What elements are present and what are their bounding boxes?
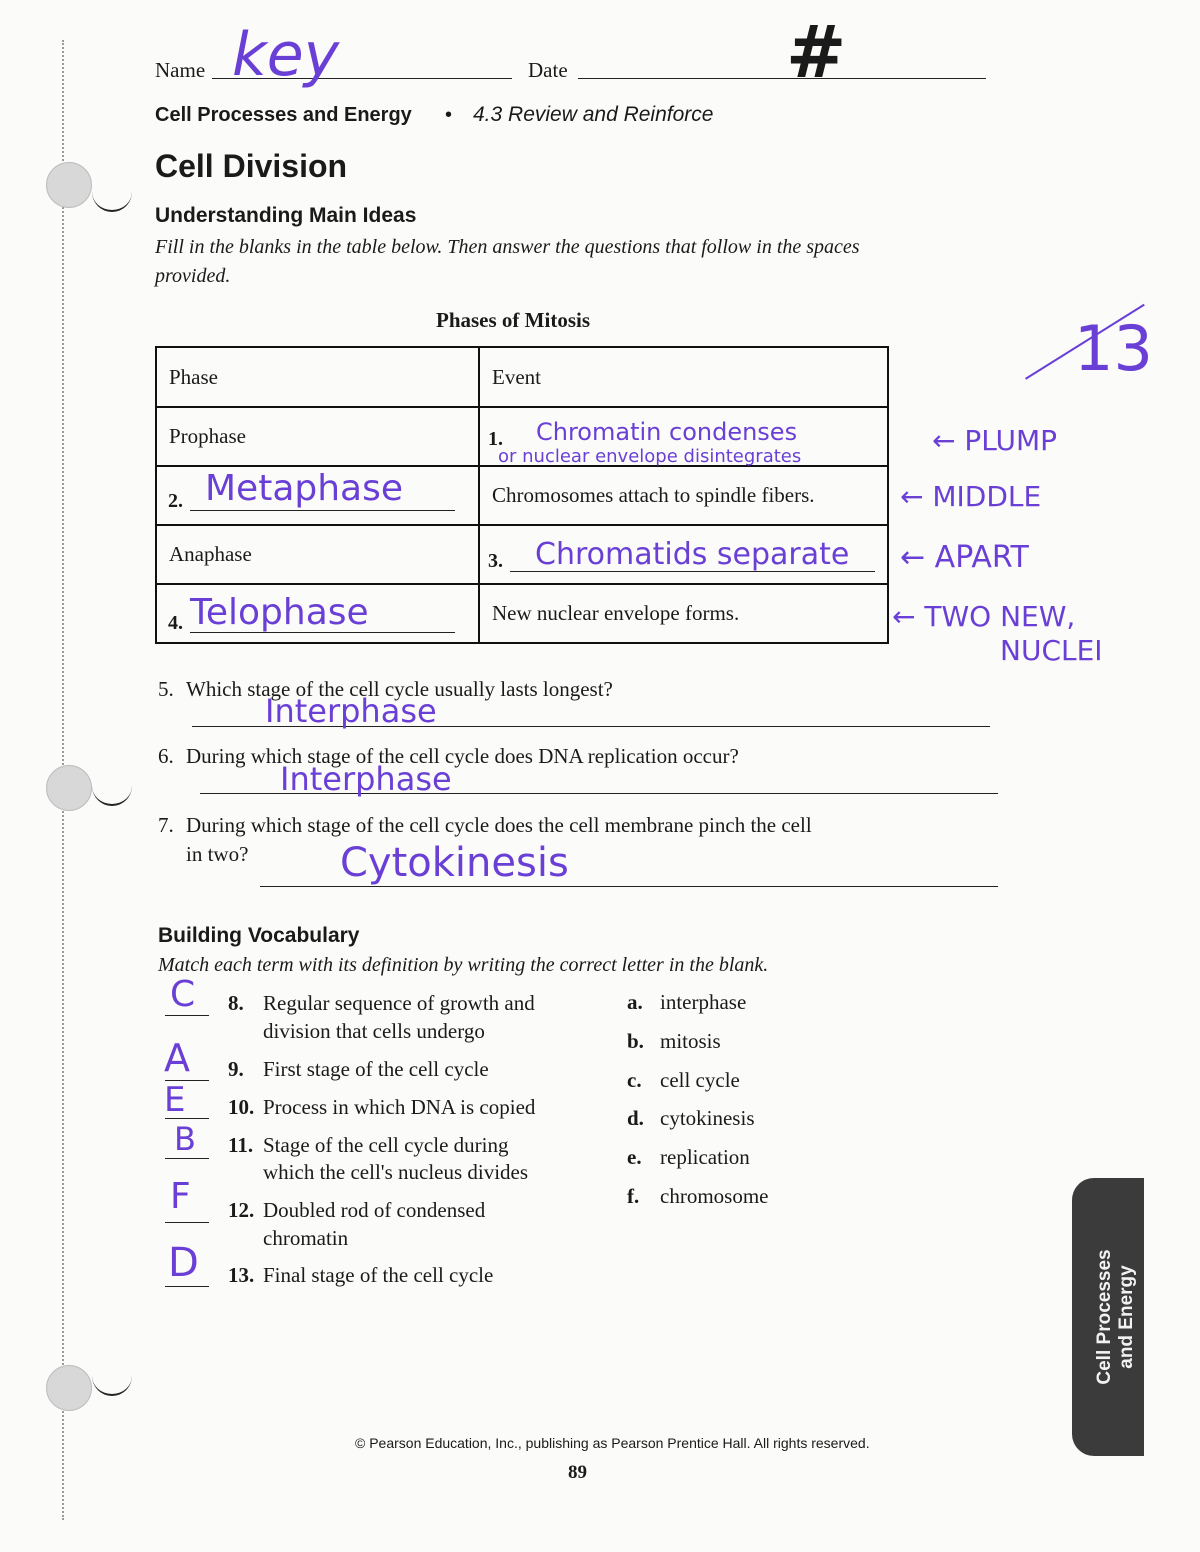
event-answer: Chromatin condenses xyxy=(536,418,798,446)
date-line xyxy=(578,78,986,79)
event-answer-alt: or nuclear envelope disintegrates xyxy=(498,446,802,467)
punch-hole xyxy=(46,162,92,208)
score-mark: 13 xyxy=(1074,312,1153,385)
side-tab-line: Cell Processes xyxy=(1094,1249,1115,1385)
margin-note: ← TWO NEW, xyxy=(892,600,1076,633)
table-title: Phases of Mitosis xyxy=(436,308,590,332)
question-text: During which stage of the cell cycle does the cell membrane pinch the cell xyxy=(186,813,812,837)
hole-shadow xyxy=(92,192,132,212)
vocab-number: 9. xyxy=(228,1057,244,1081)
term-letter: d. xyxy=(627,1106,644,1130)
question-number: 6. xyxy=(158,744,174,768)
question-text: Which stage of the cell cycle usually lasts longest? xyxy=(186,677,613,701)
question-answer: Cytokinesis xyxy=(340,840,569,886)
side-tab-label xyxy=(1082,1178,1154,1456)
answer-blank xyxy=(165,1286,209,1287)
name-answer: key xyxy=(232,20,340,90)
phase-cell: Anaphase xyxy=(156,525,479,584)
vocab-definition: Regular sequence of growth and xyxy=(263,991,535,1015)
course-title: Cell Processes and Energy xyxy=(155,104,412,126)
main-ideas-heading: Understanding Main Ideas xyxy=(155,204,417,227)
term-text: cell cycle xyxy=(660,1068,740,1092)
vocab-answer: E xyxy=(164,1080,186,1120)
vocab-number: 12. xyxy=(228,1198,255,1222)
vocab-definition: chromatin xyxy=(263,1226,349,1250)
vocab-definition: division that cells undergo xyxy=(263,1019,485,1043)
answer-blank xyxy=(165,1015,209,1016)
vocab-definition: Final stage of the cell cycle xyxy=(263,1263,494,1287)
event-cell: Chromosomes attach to spindle fibers. xyxy=(479,466,888,525)
vocab-heading: Building Vocabulary xyxy=(158,924,360,947)
hole-shadow xyxy=(92,1376,132,1396)
section-title: 4.3 Review and Reinforce xyxy=(473,103,714,126)
vocab-definition: which the cell's nucleus divides xyxy=(263,1160,529,1184)
vocab-answer: C xyxy=(170,974,196,1015)
event-cell: New nuclear envelope forms. xyxy=(479,584,888,643)
item-number: 1. xyxy=(488,428,503,450)
term-letter: a. xyxy=(627,990,643,1014)
margin-note: ← MIDDLE xyxy=(900,480,1042,513)
vocab-number: 11. xyxy=(228,1133,254,1157)
punch-hole xyxy=(46,1365,92,1411)
answer-line xyxy=(260,886,998,887)
margin-note: NUCLEI xyxy=(1000,634,1103,667)
question-text: in two? xyxy=(186,842,249,866)
vocab-answer: B xyxy=(174,1120,196,1158)
vocab-number: 10. xyxy=(228,1095,255,1119)
item-number: 3. xyxy=(488,550,503,572)
event-answer: Chromatids separate xyxy=(535,537,850,572)
punch-hole xyxy=(46,765,92,811)
main-ideas-instructions: Fill in the blanks in the table below. Then answer the questions that follow in the spaces provided. xyxy=(155,236,860,287)
term-letter: c. xyxy=(627,1068,642,1092)
vocab-definition: Process in which DNA is copied xyxy=(263,1095,536,1119)
question-text: During which stage of the cell cycle does DNA replication occur? xyxy=(186,744,739,768)
vocab-answer: A xyxy=(164,1036,190,1080)
vocab-definition: Doubled rod of condensed xyxy=(263,1198,486,1222)
number-mark: # xyxy=(786,10,847,94)
page-title: Cell Division xyxy=(155,148,348,184)
phase-answer: Metaphase xyxy=(205,468,404,509)
vocab-definition: Stage of the cell cycle during xyxy=(263,1133,509,1157)
table-header-row xyxy=(156,347,888,407)
vocab-answer: F xyxy=(170,1176,191,1217)
term-letter: e. xyxy=(627,1145,642,1169)
date-label: Date xyxy=(528,58,568,82)
term-letter: b. xyxy=(627,1029,644,1053)
margin-note: ← PLUMP xyxy=(932,424,1057,457)
term-text: interphase xyxy=(660,990,747,1014)
item-number: 4. xyxy=(168,612,183,634)
copyright: © Pearson Education, Inc., publishing as Pearson Prentice Hall. All rights reserved. xyxy=(355,1435,870,1451)
name-label: Name xyxy=(155,58,206,82)
phase-answer: Telophase xyxy=(190,592,369,633)
term-text: cytokinesis xyxy=(660,1106,755,1130)
term-text: mitosis xyxy=(660,1029,721,1053)
hole-shadow xyxy=(92,786,132,806)
bullet-separator: • xyxy=(445,104,453,126)
vocab-instructions: Match each term with its definition by writing the correct letter in the blank. xyxy=(158,954,769,976)
vocab-definition: First stage of the cell cycle xyxy=(263,1057,489,1081)
page-number: 89 xyxy=(568,1462,587,1483)
header-cell-event: Event xyxy=(479,347,888,407)
question-answer: Interphase xyxy=(265,692,437,730)
answer-blank xyxy=(165,1222,209,1223)
term-text: chromosome xyxy=(660,1184,769,1208)
vocab-number: 8. xyxy=(228,991,244,1015)
question-number: 7. xyxy=(158,813,174,837)
question-number: 5. xyxy=(158,677,174,701)
vocab-answer: D xyxy=(168,1240,199,1286)
item-number: 2. xyxy=(168,490,183,512)
answer-blank xyxy=(165,1158,209,1159)
margin-note: ← APART xyxy=(900,540,1029,575)
header-cell-phase: Phase xyxy=(156,347,479,407)
question-answer: Interphase xyxy=(280,760,452,798)
phase-cell: Prophase xyxy=(156,407,479,466)
term-letter: f. xyxy=(627,1184,640,1208)
side-tab-line: and Energy xyxy=(1116,1265,1137,1369)
vocab-number: 13. xyxy=(228,1263,255,1287)
answer-line xyxy=(190,510,455,511)
term-text: replication xyxy=(660,1145,750,1169)
